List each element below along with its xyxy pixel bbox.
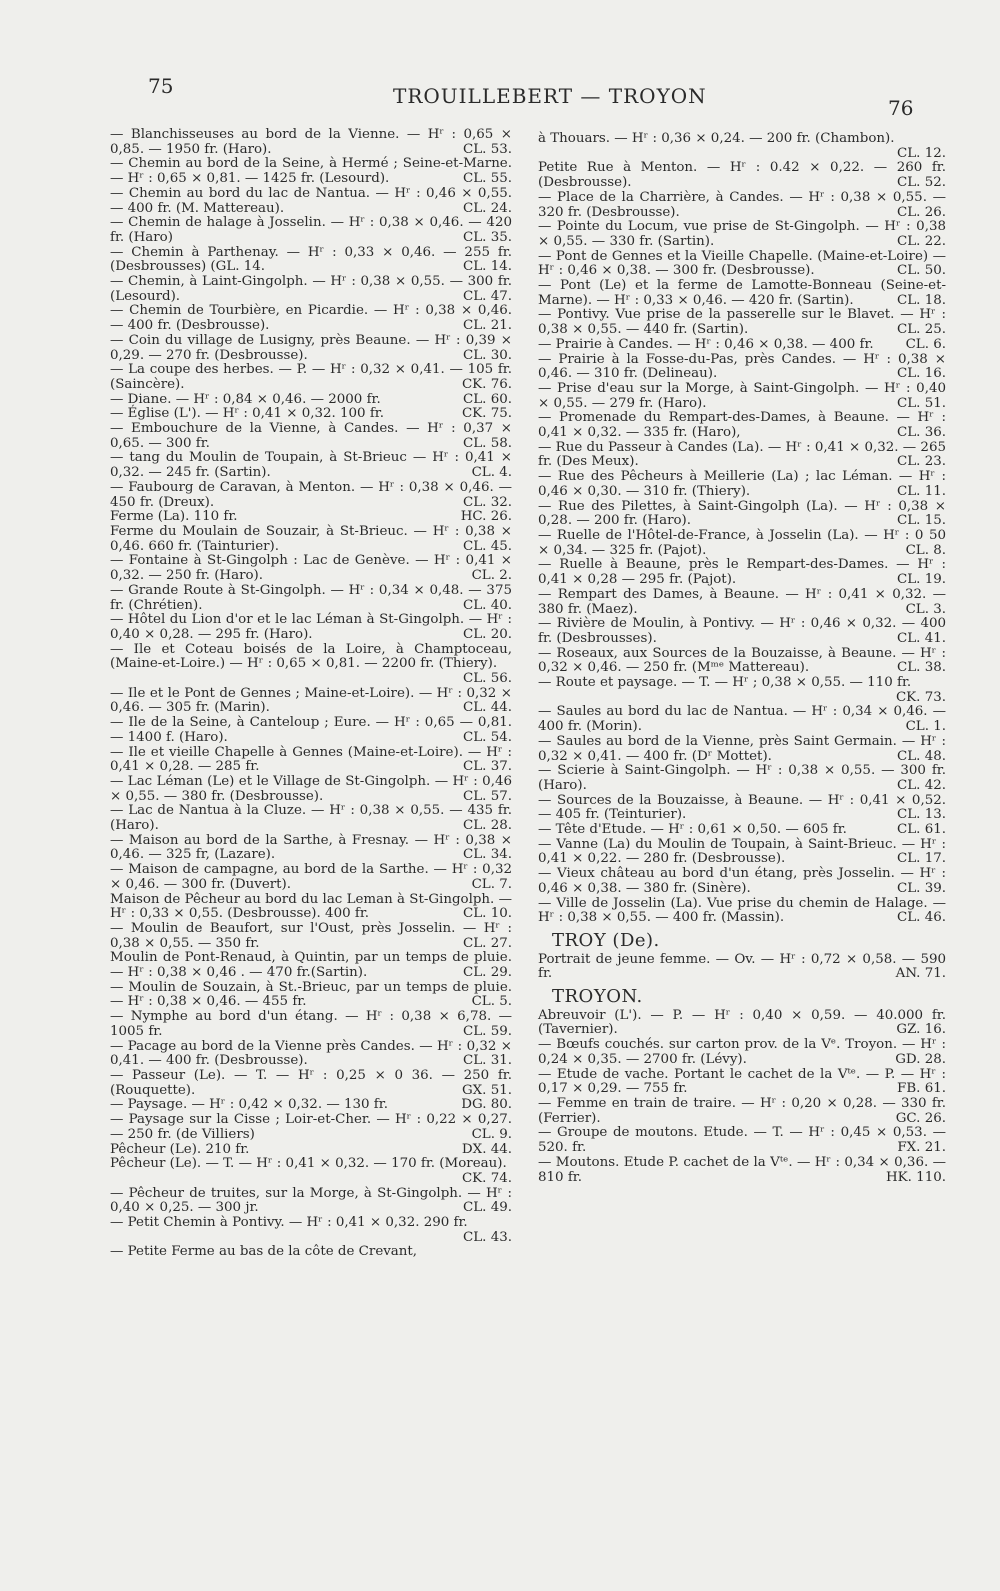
catalog-entry: [110, 481, 512, 510]
catalog-entry: [538, 161, 946, 190]
catalog-entry: [538, 1126, 946, 1155]
entry-reference: CL. 54.: [463, 729, 512, 745]
entry-reference: CL. 28.: [463, 818, 512, 834]
catalog-entry: [538, 1097, 946, 1126]
catalog-entry: [110, 1157, 512, 1186]
entry-text: — Chemin de halage à Josselin. — Hʳ : 0,38 × 0,46. — 420 fr. (Haro): [110, 215, 512, 245]
entry-text: — Nymphe au bord d'un étang. — Hʳ : 0,38 × 6,78. — 1005 fr.: [110, 1009, 512, 1039]
entry-reference: DX. 44.: [461, 1141, 512, 1157]
entry-text: Portrait de jeune femme. — Ov. — Hʳ : 0,72 × 0,58. — 590 fr.: [538, 951, 946, 982]
entry-reference: CL. 46.: [897, 910, 946, 926]
entry-text: — Blanchisseuses au bord de la Vienne. — Hʳ : 0,65 × 0,85. — 1950 fr. (Haro).: [110, 127, 512, 157]
entry-reference: CL. 32.: [463, 494, 512, 510]
catalog-entry: [110, 187, 512, 216]
entry-text: — Moutons. Etude P. cachet de la Vᵗᵉ. — Hʳ : 0,34 × 0,36. — 810 fr.: [538, 1154, 946, 1185]
entry-text: — Ile et vieille Chapelle à Gennes (Maine-et-Loire). — Hʳ : 0,41 × 0,28. — 285 fr.: [110, 744, 512, 775]
catalog-entry: [538, 705, 946, 734]
entry-text: — Vanne (La) du Moulin de Toupain, à Saint-Brieuc. — Hʳ : 0,41 × 0,22. — 280 fr. (Desbrousse).: [538, 836, 946, 867]
entry-reference: CL. 2.: [471, 568, 512, 584]
catalog-entry: [110, 775, 512, 804]
catalog-entry: [538, 1009, 946, 1038]
entry-text: — Petite Ferme au bas de la côte de Crevant,: [110, 1244, 418, 1260]
catalog-entry: [110, 1069, 512, 1098]
catalog-entry: [110, 275, 512, 304]
catalog-entry: [110, 687, 512, 716]
entry-text: — Rempart des Dames, à Beaune. — Hʳ : 0,41 × 0,32. — 380 fr. (Maez).: [538, 586, 946, 617]
entry-reference: CL. 26.: [897, 204, 946, 220]
entry-text: — Prairie à Candes. — Hʳ : 0,46 × 0,38. — 400 fr.: [538, 336, 874, 352]
catalog-entry: [538, 338, 946, 353]
entry-text: — Femme en train de traire. — Hʳ : 0,20 × 0,28. — 330 fr. (Ferrier).: [538, 1096, 946, 1126]
entry-reference: CK. 75.: [461, 406, 512, 422]
entry-text: — Etude de vache. Portant le cachet de la Vᵗᵉ. — P. — Hʳ : 0,17 × 0,29. — 755 fr.: [538, 1066, 946, 1097]
entry-text: — Ruelle à Beaune, près le Rempart-des-Dames. — Hʳ : 0,41 × 0,28 — 295 fr. (Pajot).: [538, 557, 946, 588]
entry-reference: CL. 5.: [471, 994, 512, 1010]
entry-text: — Rue des Pêcheurs à Meillerie (La) ; lac Léman. — Hʳ : 0,46 × 0,30. — 310 fr. (Thiery).: [538, 469, 946, 499]
entry-reference: CL. 21.: [463, 318, 512, 334]
catalog-entry: [538, 617, 946, 646]
catalog-entry: [538, 411, 946, 440]
catalog-entry: [538, 191, 946, 220]
catalog-entry: [538, 647, 946, 676]
catalog-entry: [110, 613, 512, 642]
catalog-entry: [538, 1156, 946, 1185]
catalog-entry: [110, 1143, 512, 1158]
catalog-entry: [538, 132, 946, 161]
entry-reference: CL. 7.: [471, 876, 512, 892]
left-column: [110, 128, 512, 1260]
entry-text: — Faubourg de Caravan, à Menton. — Hʳ : 0,38 × 0,46. — 450 fr. (Dreux).: [110, 479, 512, 510]
catalog-entry: [110, 510, 512, 525]
entry-text: — Promenade du Rempart-des-Dames, à Beaune. — Hʳ : 0,41 × 0,32. — 335 fr. (Haro),: [538, 410, 946, 441]
catalog-entry: [538, 279, 946, 308]
entry-reference: CL. 35.: [463, 229, 512, 245]
entry-text: — Rue des Pilettes, à Saint-Gingolph (La). — Hʳ : 0,38 × 0,28. — 200 fr. (Haro).: [538, 498, 946, 529]
entry-reference: CL. 25.: [897, 322, 946, 338]
entry-text: — Pontivy. Vue prise de la passerelle sur le Blavet. — Hʳ : 0,38 × 0,55. — 440 fr. (Sartin).: [538, 307, 946, 338]
entry-reference: CL. 36.: [897, 425, 946, 441]
catalog-entry: [538, 838, 946, 867]
entry-reference: CL. 43.: [463, 1229, 512, 1245]
catalog-entry: [110, 1010, 512, 1039]
entry-text: — Vieux château au bord d'un étang, près Josselin. — Hʳ : 0,46 × 0,38. — 380 fr. (Sinère).: [538, 866, 946, 896]
entry-text: — Embouchure de la Vienne, à Candes. — Hʳ : 0,37 × 0,65. — 300 fr.: [110, 421, 512, 451]
catalog-entry: [538, 676, 946, 705]
entry-text: Moulin de Pont-Renaud, à Quintin, par un temps de pluie. — Hʳ : 0,38 × 0,46 . — 470 fr.(Sartin).: [110, 950, 512, 981]
entry-reference: CL. 19.: [897, 572, 946, 588]
entry-text: — Chemin, à Laint-Gingolph. — Hʳ : 0,38 × 0,55. — 300 fr. (Lesourd).: [110, 274, 512, 304]
entry-text: — Pacage au bord de la Vienne près Candes. — Hʳ : 0,32 × 0,41. — 400 fr. (Desbrousse).: [110, 1038, 512, 1069]
entry-reference: AN. 71.: [895, 966, 946, 982]
entry-text: — Bœufs couchés. sur carton prov. de la Vᵉ. Troyon. — Hʳ : 0,24 × 0,35. — 2700 fr. (Lévy).: [538, 1037, 946, 1067]
catalog-entry: [110, 128, 512, 157]
entry-text: Ferme du Moulain de Souzair, à St-Brieuc. — Hʳ : 0,38 × 0,46. 660 fr. (Tainturier).: [110, 523, 512, 554]
entry-reference: CL. 57.: [463, 788, 512, 804]
entry-text: — Maison de campagne, au bord de la Sarthe. — Hʳ : 0,32 × 0,46. — 300 fr. (Duvert).: [110, 862, 512, 892]
entry-text: — Pointe du Locum, vue prise de St-Gingolph. — Hʳ : 0,38 × 0,55. — 330 fr. (Sartin).: [538, 219, 946, 249]
catalog-entry: [110, 1113, 512, 1142]
entry-text: — La coupe des herbes. — P. — Hʳ : 0,32 × 0,41. — 105 fr. (Saincère).: [110, 362, 512, 392]
entry-reference: CL. 15.: [897, 513, 946, 529]
entry-text: — Saules au bord de la Vienne, près Saint Germain. — Hʳ : 0,32 × 0,41. — 400 fr. (Dʳ Mottet).: [538, 733, 946, 764]
entry-reference: CL. 50.: [897, 263, 946, 279]
entry-reference: CL. 18.: [897, 292, 946, 308]
catalog-entry: [110, 1098, 512, 1113]
catalog-entry: [538, 794, 946, 823]
entry-text: Pêcheur (Le). — T. — Hʳ : 0,41 × 0,32. — 170 fr. (Moreau).: [110, 1156, 507, 1172]
entry-text: — Chemin au bord de la Seine, à Hermé ; Seine-et-Marne. — Hʳ : 0,65 × 0,81. — 1425 fr. (Lesourd).: [110, 156, 512, 187]
catalog-entry: [538, 220, 946, 249]
entry-text: — Prise d'eau sur la Morge, à Saint-Gingolph. — Hʳ : 0,40 × 0,55. — 279 fr. (Haro).: [538, 380, 946, 411]
left-page-number: 75: [148, 74, 174, 98]
entry-reference: CL. 34.: [463, 847, 512, 863]
entry-reference: CL. 41.: [897, 630, 946, 646]
entry-reference: FB. 61.: [897, 1081, 946, 1097]
entry-reference: CL. 53.: [463, 141, 512, 157]
entry-reference: CL. 47.: [463, 288, 512, 304]
entry-text: — Petit Chemin à Pontivy. — Hʳ : 0,41 × 0,32. 290 fr.: [110, 1215, 468, 1231]
catalog-entry: [538, 1038, 946, 1067]
entry-text: — Rivière de Moulin, à Pontivy. — Hʳ : 0,46 × 0,32. — 400 fr. (Desbrousses).: [538, 616, 946, 646]
entry-reference: CL. 49.: [463, 1200, 512, 1216]
entry-reference: DG. 80.: [461, 1097, 512, 1113]
right-column: [538, 132, 946, 1185]
entry-text: Maison de Pêcheur au bord du lac Leman à St-Gingolph. — Hʳ : 0,33 × 0,55. (Desbrousse). 400 fr.: [110, 891, 512, 922]
entry-text: — Chemin à Parthenay. — Hʳ : 0,33 × 0,46. — 255 fr. (Desbrousses) (GL. 14.: [110, 244, 512, 275]
entry-text: — Hôtel du Lion d'or et le lac Léman à St-Gingolph. — Hʳ : 0,40 × 0,28. — 295 fr. (Haro).: [110, 612, 512, 642]
entry-text: — Ile et le Pont de Gennes ; Maine-et-Loire). — Hʳ : 0,32 × 0,46. — 305 fr. (Marin).: [110, 685, 512, 716]
entry-text: — Ile de la Seine, à Canteloup ; Eure. — Hʳ : 0,65 — 0,81. — 1400 f. (Haro).: [110, 715, 512, 745]
entry-reference: CL. 45.: [463, 538, 512, 554]
entry-text: — Groupe de moutons. Etude. — T. — Hʳ : 0,45 × 0,53. — 520. fr.: [538, 1125, 946, 1156]
entry-reference: GC. 26.: [895, 1110, 946, 1126]
entry-reference: CL. 52.: [897, 175, 946, 191]
entry-reference: CL. 55.: [463, 171, 512, 187]
entry-text: — Place de la Charrière, à Candes. — Hʳ : 0,38 × 0,55. — 320 fr. (Desbrousse).: [538, 189, 946, 220]
entry-text: à Thouars. — Hʳ : 0,36 × 0,24. — 200 fr. (Chambon).: [538, 131, 895, 146]
entry-reference: CL. 56.: [463, 671, 512, 687]
entry-text: — Scierie à Saint-Gingolph. — Hʳ : 0,38 × 0,55. — 300 fr. (Haro).: [538, 763, 946, 793]
entry-reference: CL. 10.: [463, 906, 512, 922]
catalog-entry: [110, 304, 512, 333]
entry-text: — Saules au bord du lac de Nantua. — Hʳ : 0,34 × 0,46. — 400 fr. (Morin).: [538, 704, 946, 735]
catalog-entry: [538, 441, 946, 470]
catalog-entry: [538, 250, 946, 279]
entry-reference: CL. 6.: [905, 336, 946, 352]
entry-text: — Lac Léman (Le) et le Village de St-Gingolph. — Hʳ : 0,46 × 0,55. — 380 fr. (Desbrousse).: [110, 773, 512, 804]
catalog-entry: [110, 643, 512, 687]
entry-text: — Ville de Josselin (La). Vue prise du chemin de Halage. — Hʳ : 0,38 × 0,55. — 400 fr. (Massin).: [538, 895, 946, 926]
entry-reference: CL. 23.: [897, 454, 946, 470]
entry-text: — Église (L'). — Hʳ : 0,41 × 0,32. 100 fr.: [110, 406, 384, 422]
entry-reference: CL. 51.: [897, 395, 946, 411]
entry-text: — Moulin de Souzain, à St.-Brieuc, par un temps de pluie. — Hʳ : 0,38 × 0,46. — 455 fr.: [110, 979, 512, 1010]
catalog-entry: [110, 334, 512, 363]
entry-reference: CL. 14.: [463, 259, 512, 275]
entry-text: — Grande Route à St-Gingolph. — Hʳ : 0,34 × 0,48. — 375 fr. (Chrétien).: [110, 582, 512, 613]
catalog-entry: [110, 451, 512, 480]
entry-reference: FX. 21.: [897, 1140, 946, 1156]
catalog-entry: [110, 1245, 512, 1260]
entry-reference: CL. 59.: [463, 1023, 512, 1039]
entry-reference: CL. 22.: [897, 233, 946, 249]
entry-reference: CK. 74.: [461, 1170, 512, 1186]
entry-reference: CL. 1.: [905, 719, 946, 735]
entry-reference: CL. 31.: [463, 1053, 512, 1069]
entry-reference: HK. 110.: [885, 1169, 946, 1185]
catalog-entry: [110, 951, 512, 980]
catalog-entry: [538, 308, 946, 337]
entry-text: — Route et paysage. — T. — Hʳ ; 0,38 × 0,55. — 110 fr.: [538, 675, 912, 691]
catalog-entry: [110, 363, 512, 392]
entry-reference: CL. 38.: [897, 660, 946, 676]
entry-reference: GD. 28.: [895, 1051, 946, 1067]
catalog-entry: [538, 353, 946, 382]
entry-text: — Diane. — Hʳ : 0,84 × 0,46. — 2000 fr.: [110, 391, 381, 407]
entry-text: — Chemin au bord du lac de Nantua. — Hʳ : 0,46 × 0,55. — 400 fr. (M. Mattereau).: [110, 185, 512, 216]
catalog-entry: [538, 529, 946, 558]
entry-reference: CL. 48.: [897, 748, 946, 764]
entry-reference: CL. 4.: [471, 465, 512, 481]
catalog-entry: [538, 764, 946, 793]
catalog-entry: [538, 897, 946, 926]
entry-text: — Paysage. — Hʳ : 0,42 × 0,32. — 130 fr.: [110, 1097, 388, 1113]
catalog-entry: [110, 525, 512, 554]
entry-text: Pêcheur (Le). 210 fr.: [110, 1141, 250, 1157]
entry-reference: CL. 39.: [897, 880, 946, 896]
artist-heading: TROYON.: [552, 986, 643, 1008]
catalog-entry: [538, 558, 946, 587]
catalog-entry: [538, 953, 946, 982]
catalog-entry: [538, 1068, 946, 1097]
catalog-entry: [110, 1187, 512, 1216]
catalog-entry: [110, 422, 512, 451]
entry-reference: CL. 13.: [897, 807, 946, 823]
catalog-entry: [538, 588, 946, 617]
entry-reference: CK. 76.: [461, 376, 512, 392]
entry-reference: CL. 42.: [897, 777, 946, 793]
catalog-entry: [538, 867, 946, 896]
catalog-entry: [110, 246, 512, 275]
entry-text: — Fontaine à St-Gingolph : Lac de Genève. — Hʳ : 0,41 × 0,32. — 250 fr. (Haro).: [110, 553, 512, 584]
entry-reference: CL. 17.: [897, 851, 946, 867]
entry-reference: CL. 20.: [463, 626, 512, 642]
entry-text: — Maison au bord de la Sarthe, à Fresnay. — Hʳ : 0,38 × 0,46. — 325 fr, (Lazare).: [110, 832, 512, 863]
entry-reference: CL. 29.: [463, 965, 512, 981]
entry-text: Ferme (La). 110 fr.: [110, 509, 238, 525]
entry-text: — Ile et Coteau boisés de la Loire, à Champtoceau, (Maine-et-Loire.) — Hʳ : 0,65 × 0,81. — 2200 fr. (Thiery).: [110, 641, 512, 672]
catalog-entry: [110, 863, 512, 892]
catalog-entry: [110, 216, 512, 245]
catalog-entry: [110, 554, 512, 583]
catalog-entry: [538, 735, 946, 764]
entry-reference: CL. 61.: [897, 822, 946, 838]
catalog-entry: [110, 981, 512, 1010]
entry-reference: CL. 3.: [905, 601, 946, 617]
entry-text: Abreuvoir (L'). — P. — Hʳ : 0,40 × 0,59. — 40.000 fr. (Tavernier).: [538, 1007, 946, 1038]
entry-reference: CL. 16.: [897, 366, 946, 382]
entry-reference: CL. 9.: [471, 1126, 512, 1142]
entry-text: — Ruelle de l'Hôtel-de-France, à Josselin (La). — Hʳ : 0 50 × 0,34. — 325 fr. (Pajot).: [538, 527, 946, 558]
entry-text: — Roseaux, aux Sources de la Bouzaisse, à Beaune. — Hʳ : 0,32 × 0,46. — 250 fr. (Mᵐᵉ Mattereau).: [538, 645, 946, 676]
entry-reference: CL. 44.: [463, 700, 512, 716]
catalog-entry: [110, 804, 512, 833]
entry-reference: CL. 37.: [463, 759, 512, 775]
entry-reference: GX. 51.: [461, 1082, 512, 1098]
catalog-entry: [538, 823, 946, 838]
catalog-entry: [110, 834, 512, 863]
entry-text: — Moulin de Beaufort, sur l'Oust, près Josselin. — Hʳ : 0,38 × 0,55. — 350 fr.: [110, 920, 512, 951]
catalog-entry: [538, 382, 946, 411]
entry-reference: HC. 26.: [460, 509, 512, 525]
entry-reference: CL. 24.: [463, 200, 512, 216]
entry-reference: CL. 30.: [463, 347, 512, 363]
entry-text: — Pont (Le) et la ferme de Lamotte-Bonneau (Seine-et-Marne). — Hʳ : 0,33 × 0,46. — 420 fr. (Sartin).: [538, 278, 946, 308]
catalog-entry: [110, 746, 512, 775]
artist-heading: TROY (De).: [552, 929, 660, 951]
entry-text: — Prairie à la Fosse-du-Pas, près Candes. — Hʳ : 0,38 × 0,46. — 310 fr. (Delineau).: [538, 351, 946, 382]
entry-text: — Tête d'Etude. — Hʳ : 0,61 × 0,50. — 605 fr.: [538, 822, 847, 838]
entry-reference: CK. 73.: [895, 689, 946, 705]
catalog-entry: [110, 922, 512, 951]
entry-reference: GZ. 16.: [896, 1022, 946, 1038]
catalog-entry: [538, 470, 946, 499]
right-page-number: 76: [888, 96, 914, 120]
entry-text: — Pont de Gennes et la Vieille Chapelle. (Maine-et-Loire) — Hʳ : 0,46 × 0,38. — 300 fr. (Desbrousse).: [538, 248, 946, 279]
entry-reference: CL. 11.: [897, 483, 946, 499]
entry-text: — Lac de Nantua à la Cluze. — Hʳ : 0,38 × 0,55. — 435 fr. (Haro).: [110, 803, 512, 834]
entry-reference: CL. 40.: [463, 597, 512, 613]
running-title: TROUILLEBERT — TROYON: [393, 84, 707, 108]
entry-text: — Chemin de Tourbière, en Picardie. — Hʳ : 0,38 × 0,46. — 400 fr. (Desbrousse).: [110, 303, 512, 334]
entry-reference: CL. 12.: [897, 145, 946, 161]
catalog-entry: [110, 1216, 512, 1245]
entry-text: — Pêcheur de truites, sur la Morge, à St-Gingolph. — Hʳ : 0,40 × 0,25. — 300 jr.: [110, 1185, 512, 1216]
entry-text: Petite Rue à Menton. — Hʳ : 0.42 × 0,22. — 260 fr. (Desbrousse).: [538, 160, 946, 191]
entry-text: — Coin du village de Lusigny, près Beaune. — Hʳ : 0,39 × 0,29. — 270 fr. (Desbrousse).: [110, 332, 512, 363]
catalog-entry: [110, 716, 512, 745]
entry-reference: CL. 8.: [905, 542, 946, 558]
catalog-entry: [110, 1040, 512, 1069]
catalog-entry: [538, 500, 946, 529]
entry-text: — Rue du Passeur à Candes (La). — Hʳ : 0,41 × 0,32. — 265 fr. (Des Meux).: [538, 439, 946, 470]
entry-reference: CL. 58.: [463, 435, 512, 451]
entry-text: — Passeur (Le). — T. — Hʳ : 0,25 × 0 36. — 250 fr. (Rouquette).: [110, 1068, 512, 1098]
entry-text: — tang du Moulin de Toupain, à St-Brieuc — Hʳ : 0,41 × 0,32. — 245 fr. (Sartin).: [110, 450, 512, 481]
entry-text: — Sources de la Bouzaisse, à Beaune. — Hʳ : 0,41 × 0,52. — 405 fr. (Teinturier).: [538, 792, 946, 823]
catalog-entry: [110, 893, 512, 922]
entry-reference: CL. 27.: [463, 935, 512, 951]
entry-text: — Paysage sur la Cisse ; Loir-et-Cher. — Hʳ : 0,22 × 0,27. — 250 fr. (de Villiers): [110, 1112, 512, 1142]
entry-reference: CL. 60.: [463, 391, 512, 407]
catalog-entry: [110, 584, 512, 613]
catalog-entry: [110, 157, 512, 186]
catalog-entry: [110, 407, 512, 422]
